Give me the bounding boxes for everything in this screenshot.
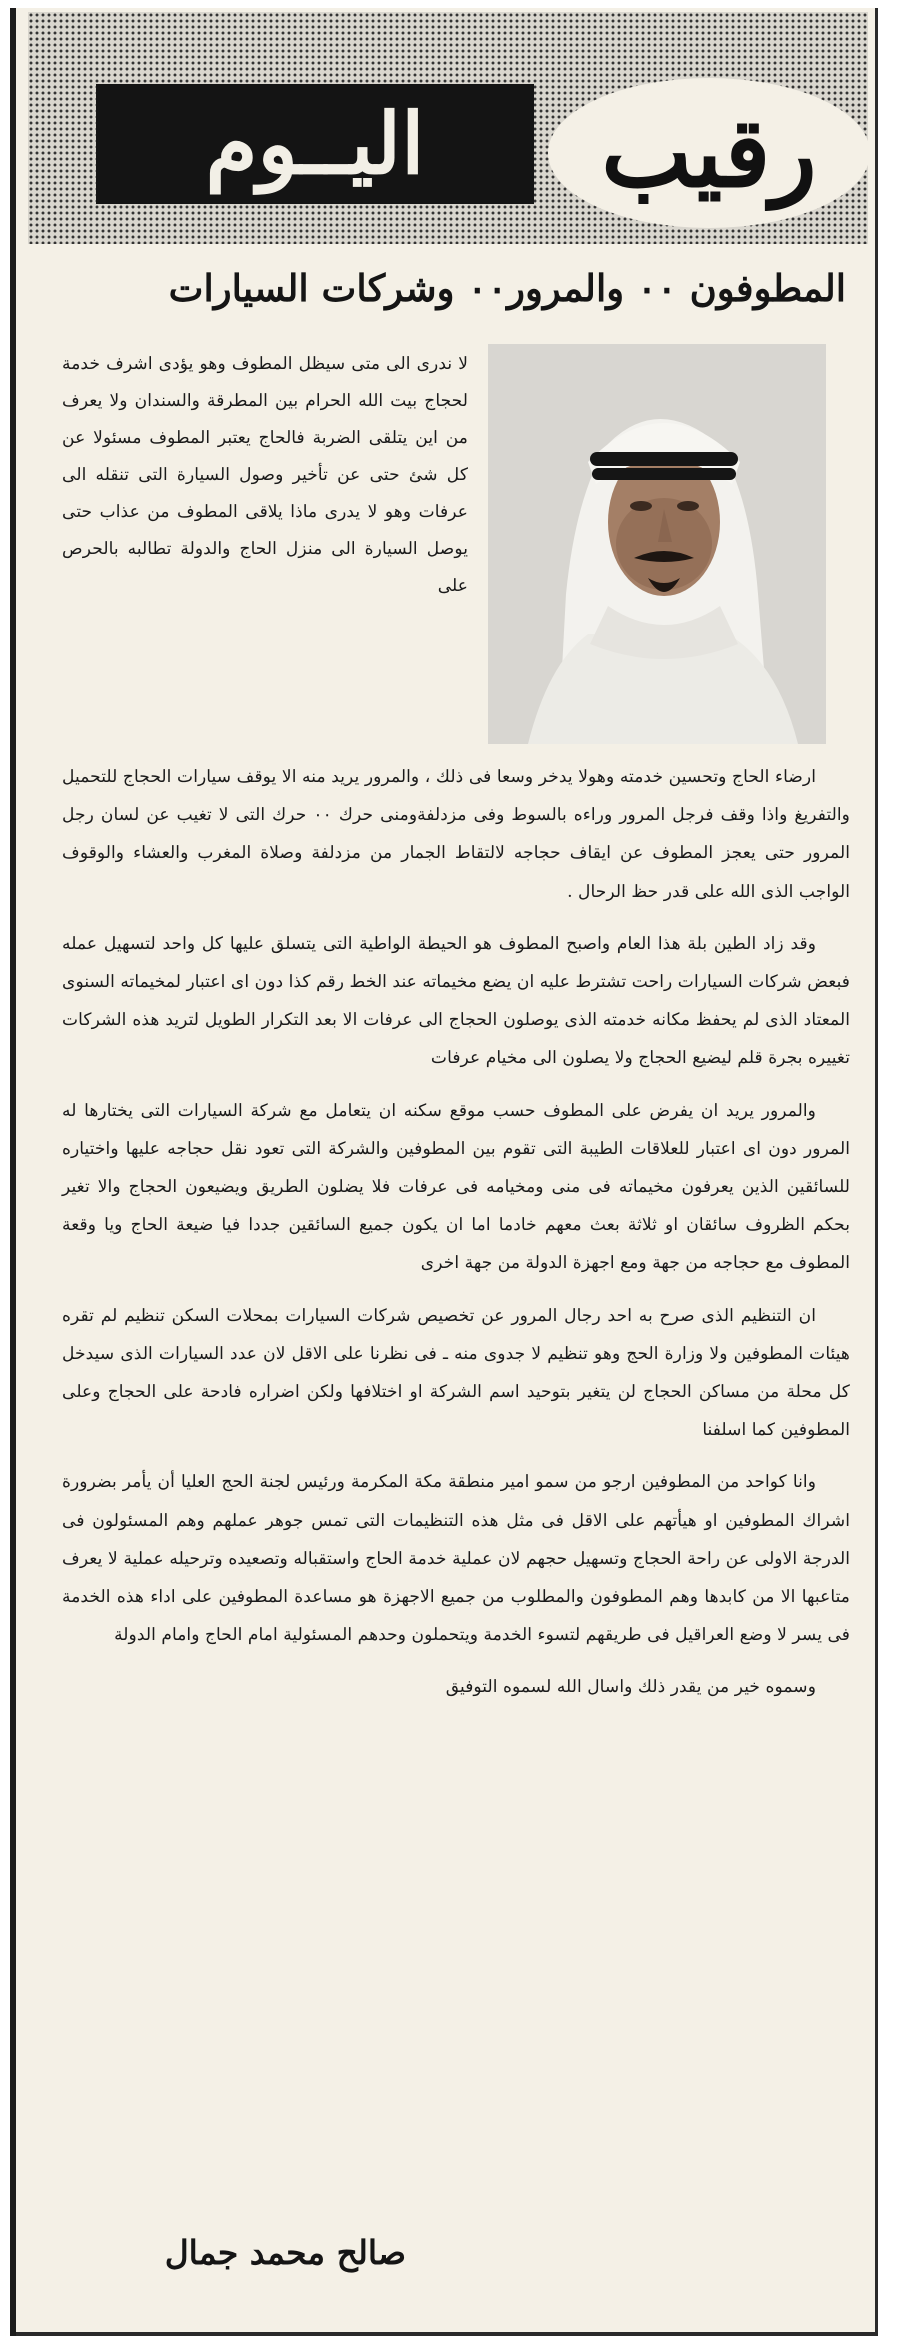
masthead-word-left-text: اليــوم <box>205 94 425 193</box>
article-body <box>62 758 850 1721</box>
portrait-photo <box>488 344 826 744</box>
bottom-border-rule <box>16 2332 875 2336</box>
article-paragraph: والمرور يريد ان يفرض على المطوف حسب موقع سكنه ان يتعامل مع شركة السيارات التى يختارها له المرور دون اى اعتبار للعلاقات الطيبة التى تقوم بين المطوفين والشركة التى تعود نقل حجاجه عليها واختياره للسائقين الذين يعرفون مخيماته فى منى ومخيامه فى عرفات فلا يضلون الطريق ويضيعون الحجاج والا تغير بحكم الظروف سائقان او ثلاثة بعث معهم خادما اما ان يكون جميع السائقين جددا فيا ضيعة الحاج ويا وقعة المطوف مع حجاجه من جهة ومع اجهزة الدولة من جهة اخرى <box>62 1100 850 1274</box>
article-paragraph: وانا كواحد من المطوفين ارجو من سمو امير منطقة مكة المكرمة ورئيس لجنة الحج العليا أن يأمر بضرورة اشراك المطوفين او هيأتهم على الاقل فى مثل هذه التنظيمات التى تمس جوهر عملهم وهم المسئولون فى الدرجة الاولى عن راحة الحجاج وتسهيل حجهم لان عملية خدمة الحاج واستقباله وتصعيده وترحيله عملية لا يعرف متاعبها الا من كابدها وهم المطوفون والمطلوب من جميع الاجهزة هو مساعدة المطوفين على اداء هذه الخدمة فى يسر لا وضع العراقيل فى طريقهم لتسوء الخدمة ويتحملون وحدهم المسئولية امام الحاج وامام الدولة <box>62 1472 850 1646</box>
author-signature: صالح محمد جمال <box>164 2233 406 2272</box>
article-paragraph: ارضاء الحاج وتحسين خدمته وهولا يدخر وسعا فى ذلك ، والمرور يريد منه الا يوقف سيارات الحجاج للتحميل والتفريغ واذا وقف فرجل المرور وراءه بالسوط وفى مزدلفةومنى حرك ٠٠ حرك التى لا تغيب عن لسان رجل المرور حتى يعجز المطوف عن ايقاف حجاجه لالتقاط الجمار من مزدلفة وصلاة المغرب والعشاء والوقوف الواجب الذى الله على قدر حظ الرحال . <box>62 767 850 902</box>
article-paragraph-beside-photo: لا ندرى الى متى سيظل المطوف وهو يؤدى اشرف خدمة لحجاج بيت الله الحرام بين المطرقة والسندان ولا يعرف من اين يتلقى الضربة فالحاج يعتبر المطوف مسئولا عن كل شئ حتى عن تأخير وصول السيارة التى تنقله الى عرفات وهو لا يدرى ماذا يلاقى المطوف من عذاب حتى يوصل السيارة الى منزل الحاج والدولة تطالبه بالحرص على <box>62 354 468 596</box>
article-paragraph: وقد زاد الطين بلة هذا العام واصبح المطوف هو الحيطة الواطية التى يتسلق عليها كل واحد لتسهيل عمله فبعض شركات السيارات راحت تشترط عليه ان يضع مخيماته عند الخط رقم كذا دون اى اعتبار لمخيماته السنوى المعتاد الذى لم يحفظ مكانه خدمته الذى يوصلون الحجاج الى عرفات الا بعد التكرار الطويل لتريد هذه الشركات تغييره بجرة قلم ليضيع الحجاج ولا يصلون الى مخيام عرفات <box>62 933 850 1069</box>
newspaper-clipping <box>10 8 878 2336</box>
masthead-word-right <box>548 78 870 228</box>
masthead-word-right-text: رقيب <box>601 96 817 209</box>
masthead-word-left <box>96 84 534 204</box>
article-paragraph: ان التنظيم الذى صرح به احد رجال المرور عن تخصيص شركات السيارات بمحلات السكن تنظيم لم تقره هيئات المطوفين ولا وزارة الحج وهو تنظيم لا جدوى منه ـ فى نظرنا على الاقل لان عدد السيارات الذى سيدخل كل محلة من مساكن الحجاج لن يتغير بتوحيد اسم الشركة او اختلافها ولكن اضراره فادحة على الحجاج وعلى المطوفين كما اسلفنا <box>62 1305 850 1441</box>
column-masthead <box>28 12 868 244</box>
portrait-illustration <box>488 344 826 744</box>
article-headline: المطوفون ٠٠ والمرور٠٠ وشركات السيارات <box>168 266 846 310</box>
article-paragraph: وسموه خير من يقدر ذلك واسال الله لسموه التوفيق <box>445 1677 816 1698</box>
